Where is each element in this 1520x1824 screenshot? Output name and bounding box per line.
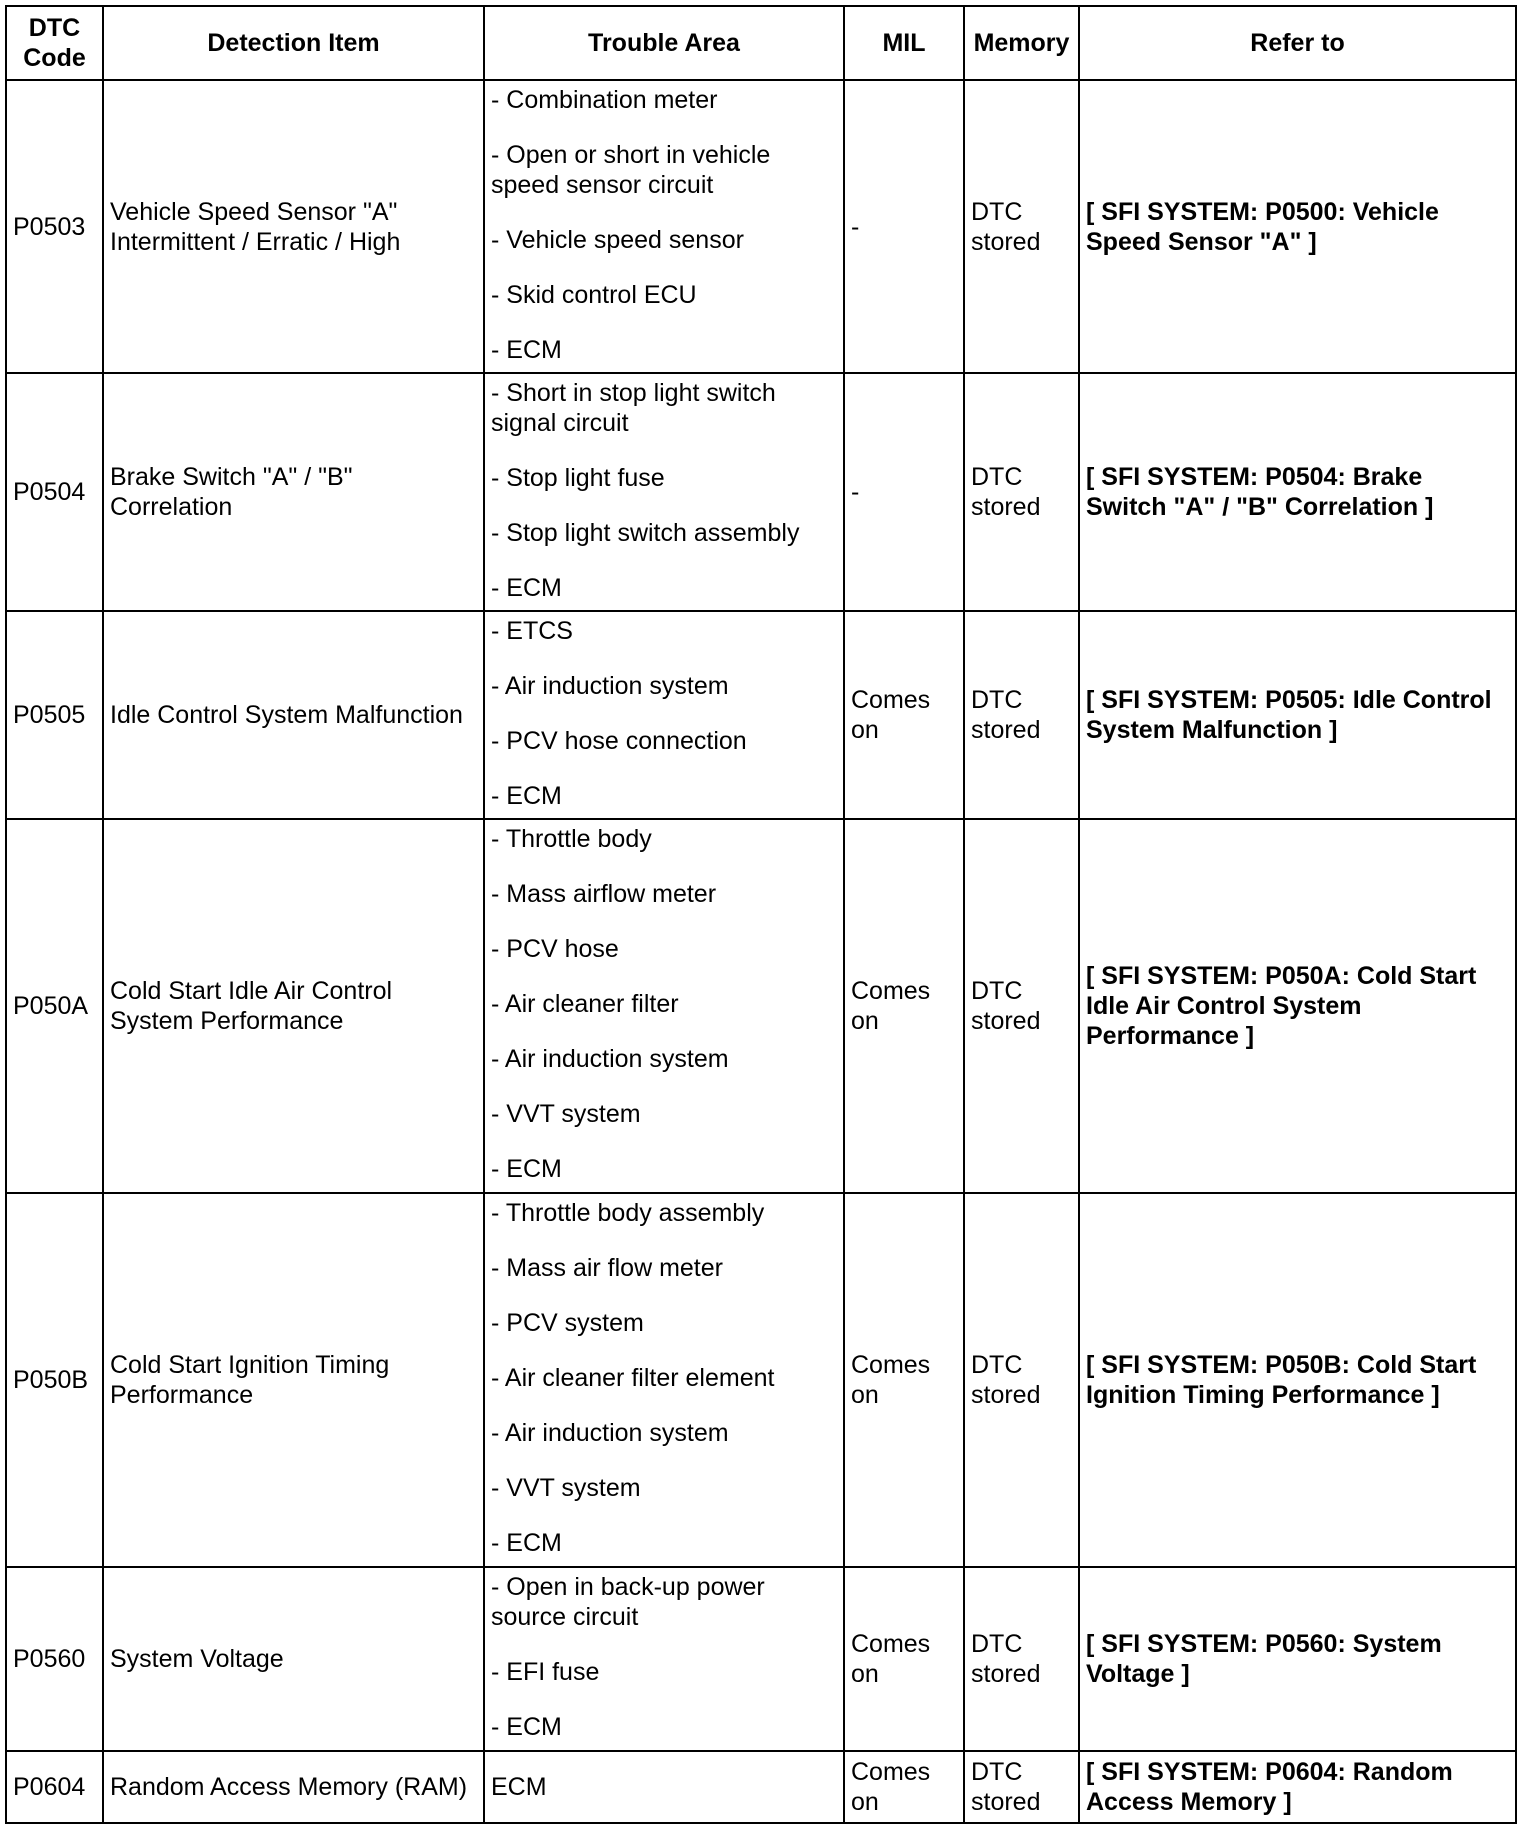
trouble-area-cell — [484, 80, 844, 373]
header-dtc-code-line-2: Code — [23, 44, 86, 72]
table-row — [6, 1751, 1516, 1823]
refer-to-link[interactable]: [ SFI SYSTEM: P050A: Cold Start Idle Air Control System Performance ] — [1079, 819, 1516, 1193]
mil-cell: Comes on — [844, 1751, 964, 1823]
trouble-area-item: - Mass airflow meter — [491, 880, 717, 908]
mil-cell: Comes on — [844, 1193, 964, 1567]
table-row — [6, 611, 1516, 819]
trouble-area-item: - Skid control ECU — [491, 281, 697, 309]
table-row — [6, 373, 1516, 611]
trouble-area-item: - ECM — [491, 1713, 562, 1741]
trouble-area-item: - Combination meter — [491, 86, 718, 114]
refer-to-link[interactable]: [ SFI SYSTEM: P0504: Brake Switch "A" / "B" Correlation ] — [1079, 373, 1516, 611]
trouble-area-item: - ECM — [491, 782, 562, 810]
trouble-area-item: - Air induction system — [491, 1045, 729, 1073]
trouble-area-item: - Air induction system — [491, 1419, 729, 1447]
header-mil: MIL — [844, 6, 964, 80]
trouble-area-item: - ECM — [491, 336, 562, 364]
trouble-area-item: - Open or short in vehicle speed sensor circuit — [491, 141, 771, 199]
memory-cell: DTC stored — [964, 373, 1079, 611]
table-row — [6, 1567, 1516, 1751]
trouble-area-item: - Vehicle speed sensor — [491, 226, 744, 254]
mil-cell: - — [844, 80, 964, 373]
trouble-area-item: - ETCS — [491, 617, 573, 645]
refer-to-link[interactable]: [ SFI SYSTEM: P050B: Cold Start Ignition Timing Performance ] — [1079, 1193, 1516, 1567]
trouble-area-item: - PCV system — [491, 1309, 644, 1337]
trouble-area-cell — [484, 819, 844, 1193]
trouble-area-item: - Stop light fuse — [491, 464, 665, 492]
memory-cell: DTC stored — [964, 611, 1079, 819]
memory-cell: DTC stored — [964, 80, 1079, 373]
detection-item-cell: Cold Start Idle Air Control System Performance — [103, 819, 484, 1193]
trouble-area-item: - Stop light switch assembly — [491, 519, 800, 547]
trouble-area-item: - VVT system — [491, 1100, 641, 1128]
dtc-code-cell: P050A — [6, 819, 103, 1193]
trouble-area-item: - Short in stop light switch signal circuit — [491, 379, 776, 437]
detection-item-cell: Cold Start Ignition Timing Performance — [103, 1193, 484, 1567]
dtc-code-cell: P0604 — [6, 1751, 103, 1823]
trouble-area-cell — [484, 611, 844, 819]
memory-cell: DTC stored — [964, 1751, 1079, 1823]
trouble-area-cell — [484, 1567, 844, 1751]
dtc-code-cell: P0504 — [6, 373, 103, 611]
trouble-area-item: - Throttle body assembly — [491, 1199, 765, 1227]
trouble-area-item: - PCV hose connection — [491, 727, 747, 755]
trouble-area-cell — [484, 1751, 844, 1823]
trouble-area-cell — [484, 1193, 844, 1567]
mil-cell: Comes on — [844, 1567, 964, 1751]
trouble-area-item: - ECM — [491, 1529, 562, 1557]
mil-cell: Comes on — [844, 819, 964, 1193]
header-row — [6, 6, 1516, 80]
trouble-area-item: - PCV hose — [491, 935, 619, 963]
dtc-table — [5, 5, 1517, 1824]
refer-to-link[interactable]: [ SFI SYSTEM: P0500: Vehicle Speed Sensor "A" ] — [1079, 80, 1516, 373]
detection-item-cell: System Voltage — [103, 1567, 484, 1751]
detection-item-cell: Brake Switch "A" / "B" Correlation — [103, 373, 484, 611]
detection-item-cell: Vehicle Speed Sensor "A" Intermittent / Erratic / High — [103, 80, 484, 373]
mil-cell: - — [844, 373, 964, 611]
trouble-area-item: ECM — [491, 1773, 547, 1801]
dtc-code-cell: P050B — [6, 1193, 103, 1567]
mil-cell: Comes on — [844, 611, 964, 819]
table-row — [6, 819, 1516, 1193]
header-dtc-code-line-1: DTC — [28, 14, 81, 42]
trouble-area-item: - EFI fuse — [491, 1658, 600, 1686]
trouble-area-item: - VVT system — [491, 1474, 641, 1502]
refer-to-link[interactable]: [ SFI SYSTEM: P0560: System Voltage ] — [1079, 1567, 1516, 1751]
trouble-area-item: - Air induction system — [491, 672, 729, 700]
dtc-code-cell: P0560 — [6, 1567, 103, 1751]
memory-cell: DTC stored — [964, 1567, 1079, 1751]
table-row — [6, 1193, 1516, 1567]
trouble-area-item: - ECM — [491, 574, 562, 602]
header-detection-item: Detection Item — [103, 6, 484, 80]
trouble-area-item: - Air cleaner filter element — [491, 1364, 775, 1392]
memory-cell: DTC stored — [964, 819, 1079, 1193]
table-row — [6, 80, 1516, 373]
trouble-area-item: - Throttle body — [491, 825, 652, 853]
trouble-area-item: - Open in back-up power source circuit — [491, 1573, 765, 1631]
trouble-area-item: - Mass air flow meter — [491, 1254, 723, 1282]
dtc-code-cell: P0503 — [6, 80, 103, 373]
header-trouble-area: Trouble Area — [484, 6, 844, 80]
detection-item-cell: Idle Control System Malfunction — [103, 611, 484, 819]
header-refer-to: Refer to — [1079, 6, 1516, 80]
trouble-area-item: - ECM — [491, 1155, 562, 1183]
dtc-code-cell: P0505 — [6, 611, 103, 819]
memory-cell: DTC stored — [964, 1193, 1079, 1567]
refer-to-link[interactable]: [ SFI SYSTEM: P0604: Random Access Memory ] — [1079, 1751, 1516, 1823]
header-dtc-code — [6, 6, 103, 80]
header-memory: Memory — [964, 6, 1079, 80]
trouble-area-item: - Air cleaner filter — [491, 990, 679, 1018]
trouble-area-cell — [484, 373, 844, 611]
refer-to-link[interactable]: [ SFI SYSTEM: P0505: Idle Control System Malfunction ] — [1079, 611, 1516, 819]
detection-item-cell: Random Access Memory (RAM) — [103, 1751, 484, 1823]
